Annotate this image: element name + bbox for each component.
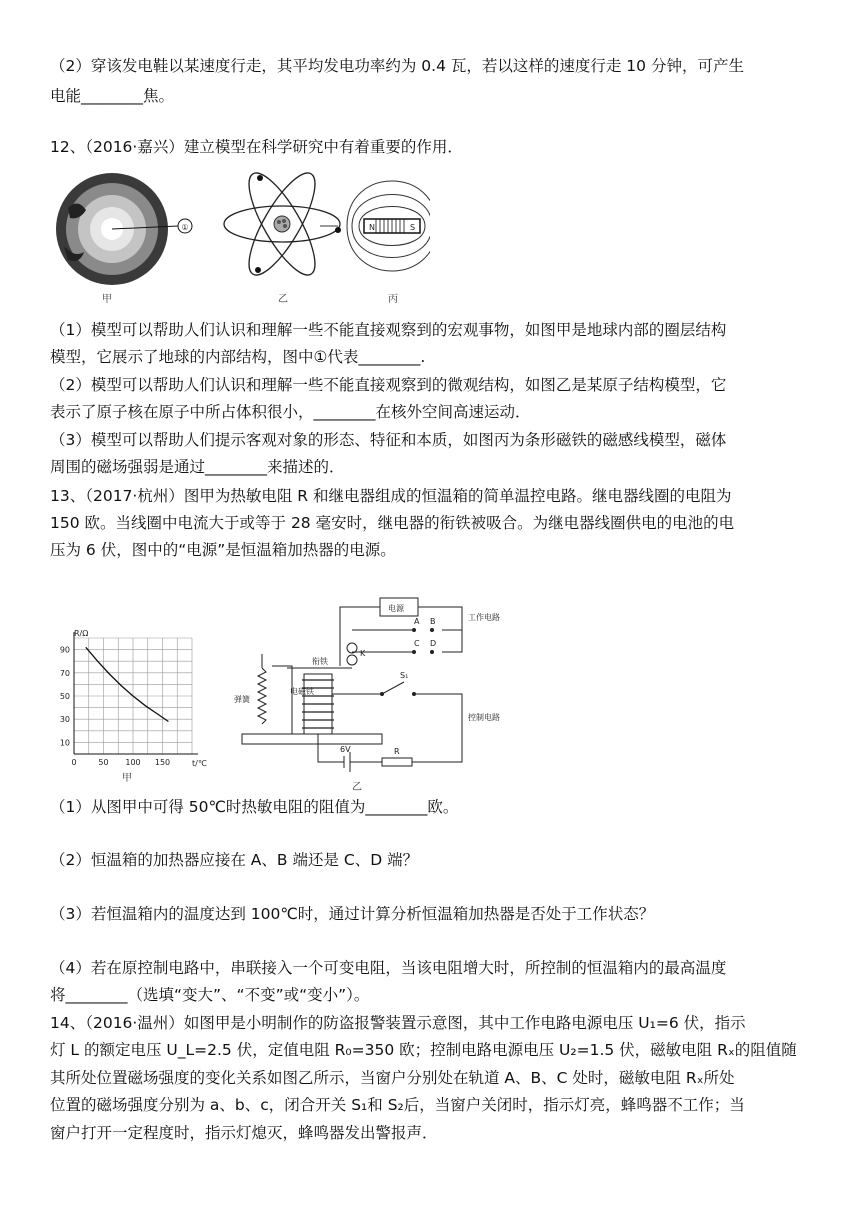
pole-s: S (410, 223, 416, 232)
text-line: 150 欧。当线圈中电流大于或等于 28 毫安时，继电器的衔铁被吸合。为继电器线圈供电的电池的电 (50, 514, 735, 532)
x-tick-label: 50 (98, 758, 109, 767)
label-armature: 衔铁 (312, 657, 328, 666)
y-axis-label: R/Ω (74, 629, 89, 638)
figure-12 (50, 168, 430, 308)
caption-bing: 丙 (388, 294, 398, 305)
terminal-a: A (414, 617, 420, 626)
text-line: 电能________焦。 (50, 87, 175, 105)
terminal-c: C (414, 639, 420, 648)
bar-magnet-model (320, 181, 430, 271)
question-12-header: 12、（2016·嘉兴）建立模型在科学研究中有着重要的作用． (50, 138, 463, 156)
figure-13-circuit (232, 594, 532, 794)
text-line: （2）恒温箱的加热器应接在 A、B 端还是 C、D 端？ (50, 851, 419, 869)
label-work-circuit: 工作电路 (468, 613, 500, 622)
caption-jia: 甲 (122, 773, 132, 784)
x-axis-label: t/℃ (192, 759, 207, 768)
text-line: （2）模型可以帮助人们认识和理解一些不能直接观察到的微观结构，如图乙是某原子结构模型，它 (50, 376, 727, 394)
text-line: （4）若在原控制电路中，串联接入一个可变电阻，当该电阻增大时，所控制的恒温箱内的最高温度 (50, 959, 727, 977)
label-k: K (360, 649, 366, 658)
caption-yi: 乙 (278, 294, 288, 305)
label-spring: 弹簧 (234, 695, 250, 704)
terminal-b: B (430, 617, 436, 626)
text-line: 灯 L 的额定电压 U_L=2.5 伏，定值电阻 R₀=350 欧；控制电路电源电压 U₂=1.5 伏，磁敏电阻 Rₓ的阻值随 (50, 1041, 797, 1059)
x-tick-label: 0 (71, 758, 77, 767)
label-6v: 6V (340, 745, 351, 754)
text-line: （3）模型可以帮助人们提示客观对象的形态、特征和本质，如图丙为条形磁铁的磁感线模型，磁体 (50, 431, 727, 449)
figure-13-chart (52, 618, 212, 786)
x-tick-label: 150 (154, 758, 171, 767)
x-tick-label: 100 (125, 758, 141, 767)
marker-1: ① (181, 223, 189, 232)
label-electromagnet: 电磁铁 (290, 687, 314, 696)
text-line: （2）穿该发电鞋以某速度行走，其平均发电功率约为 0.4 瓦，若以这样的速度行走 10 分钟，可产生 (50, 57, 744, 75)
terminal-d: D (430, 639, 437, 648)
label-s1: S₁ (400, 671, 409, 680)
text-line: 周围的磁场强弱是通过________来描述的． (50, 458, 345, 476)
question-14-header: 14、（2016·温州）如图甲是小明制作的防盗报警装置示意图，其中工作电路电源电压 U₁=6 伏，指示 (50, 1014, 746, 1032)
text-line: （1）从图甲中可得 50℃时热敏电阻的阻值为________欧。 (50, 798, 459, 816)
text-line: 窗户打开一定程度时，指示灯熄灭，蜂鸣器发出警报声． (50, 1124, 438, 1142)
text-line: 位置的磁场强度分别为 a、b、c，闭合开关 S₁和 S₂后，当窗户关闭时，指示灯亮，蜂鸣器不工作；当 (50, 1096, 745, 1114)
y-tick-label: 30 (59, 715, 70, 725)
y-tick-label: 70 (59, 668, 70, 678)
text-line: （1）模型可以帮助人们认识和理解一些不能直接观察到的宏观事物，如图甲是地球内部的圈层结构 (50, 321, 727, 339)
caption-yi: 乙 (352, 782, 362, 793)
y-tick-label: 10 (59, 738, 70, 748)
caption-jia: 甲 (102, 294, 112, 305)
question-13-header: 13、（2017·杭州）图甲为热敏电阻 R 和继电器组成的恒温箱的简单温控电路。继电器线圈的电阻为 (50, 487, 732, 505)
text-line: 表示了原子核在原子中所占体积很小，________在核外空间高速运动． (50, 403, 531, 421)
y-tick-label: 50 (59, 692, 70, 701)
text-line: 其所处位置磁场强度的变化关系如图乙所示，当窗户分别处在轨道 A、B、C 处时，磁敏电阻 Rₓ所处 (50, 1069, 735, 1087)
text-line: 模型，它展示了地球的内部结构，图中①代表________. (50, 348, 426, 366)
y-tick-label: 90 (59, 645, 70, 655)
text-line: 将________（选填“变大”、“不变”或“变小”）。 (50, 986, 370, 1004)
text-line: 压为 6 伏，图中的“电源”是恒温箱加热器的电源。 (50, 541, 396, 559)
earth-model (56, 173, 192, 285)
label-r: R (394, 747, 400, 756)
text-line: （3）若恒温箱内的温度达到 100℃时，通过计算分析恒温箱加热器是否处于工作状态？ (50, 905, 655, 923)
pole-n: N (369, 223, 375, 232)
label-power: 电源 (388, 604, 404, 613)
label-control-circuit: 控制电路 (468, 713, 500, 722)
